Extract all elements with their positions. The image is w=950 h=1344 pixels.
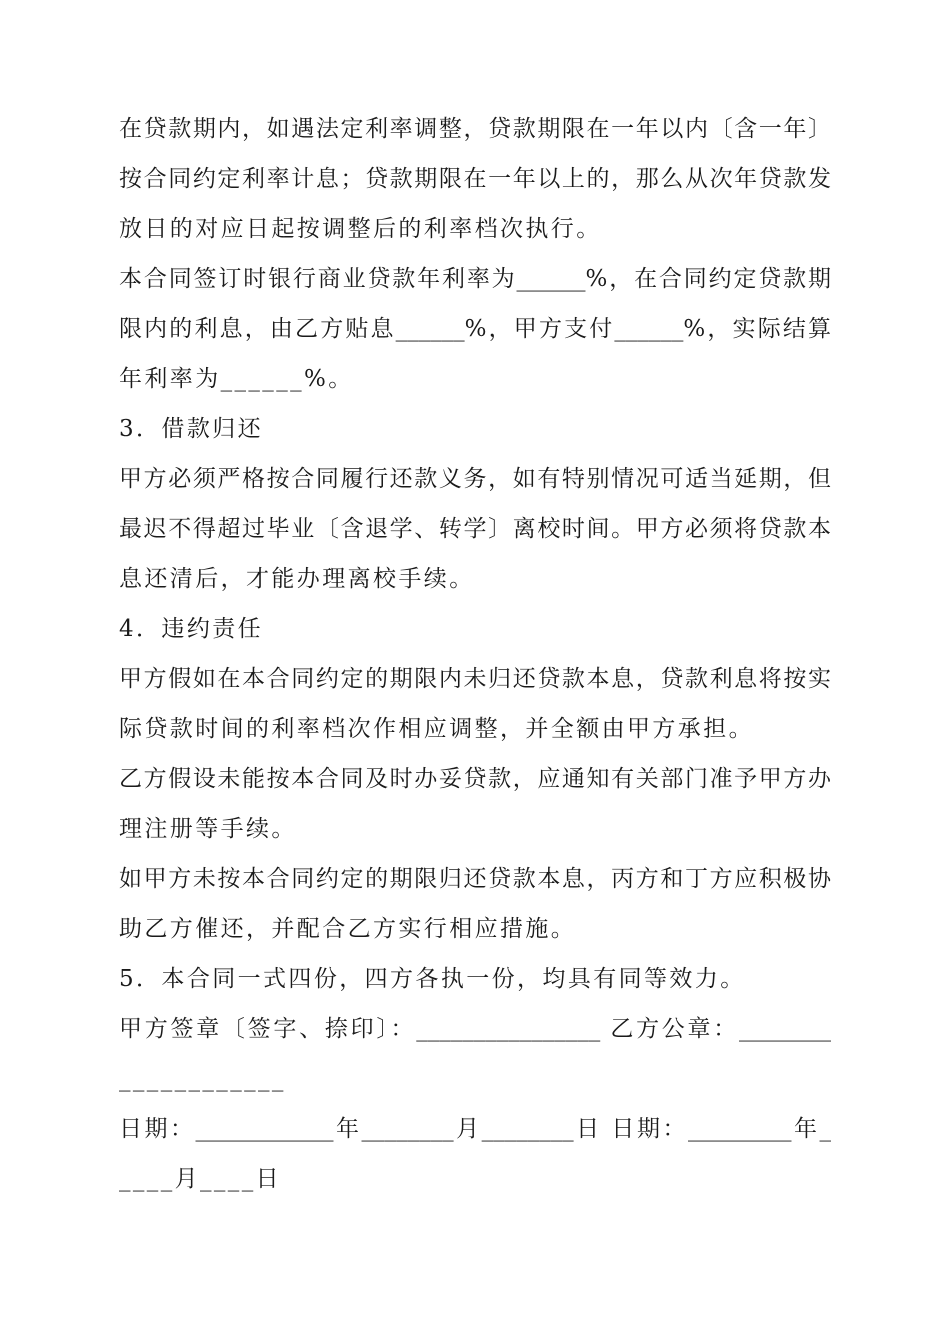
signature-line-2: ____________: [119, 1066, 286, 1092]
clause-liability-c-line-1: 如甲方未按本合同约定的期限归还贷款本息，丙方和丁方应积极协: [119, 866, 831, 892]
clause-repayment-line-3: 息还清后，才能办理离校手续。: [119, 566, 475, 592]
signature-line-1: 甲方签章〔签字、捺印〕：________________ 乙方公章：________: [119, 1016, 831, 1042]
section-heading-repayment: 3．借款归还: [119, 416, 264, 442]
clause-liability-c-line-2: 助乙方催还，并配合乙方实行相应措施。: [119, 916, 577, 942]
date-line-1: 日期：____________年________月________日 日期：_________年_: [119, 1116, 831, 1142]
clause-rate-adjust-line-2: 按合同约定利率计息；贷款期限在一年以上的，那么从次年贷款发: [119, 166, 831, 192]
clause-repayment-line-1: 甲方必须严格按合同履行还款义务，如有特别情况可适当延期，但: [119, 466, 831, 492]
clause-liability-a-line-1: 甲方假如在本合同约定的期限内未归还贷款本息，贷款利息将按实: [119, 666, 831, 692]
clause-interest-rate-line-1: 本合同签订时银行商业贷款年利率为______%，在合同约定贷款期: [119, 266, 831, 292]
clause-liability-b-line-2: 理注册等手续。: [119, 816, 297, 842]
clause-interest-rate-line-3: 年利率为______%。: [119, 366, 354, 392]
clause-rate-adjust-line-1: 在贷款期内，如遇法定利率调整，贷款期限在一年以内〔含一年〕: [119, 116, 831, 142]
clause-rate-adjust-line-3: 放日的对应日起按调整后的利率档次执行。: [119, 216, 602, 242]
clause-liability-b-line-1: 乙方假设未能按本合同及时办妥贷款，应通知有关部门准予甲方办: [119, 766, 831, 792]
clause-interest-rate-line-2: 限内的利息，由乙方贴息______%，甲方支付______%，实际结算: [119, 316, 831, 342]
section-heading-liability: 4．违约责任: [119, 616, 264, 642]
contract-page: [119, 104, 831, 1204]
clause-liability-a-line-2: 际贷款时间的利率档次作相应调整，并全额由甲方承担。: [119, 716, 754, 742]
clause-repayment-line-2: 最迟不得超过毕业〔含退学、转学〕离校时间。甲方必须将贷款本: [119, 516, 831, 542]
clause-copies: 5．本合同一式四份，四方各执一份，均具有同等效力。: [119, 966, 746, 992]
date-line-2: ____月____日: [119, 1166, 281, 1192]
